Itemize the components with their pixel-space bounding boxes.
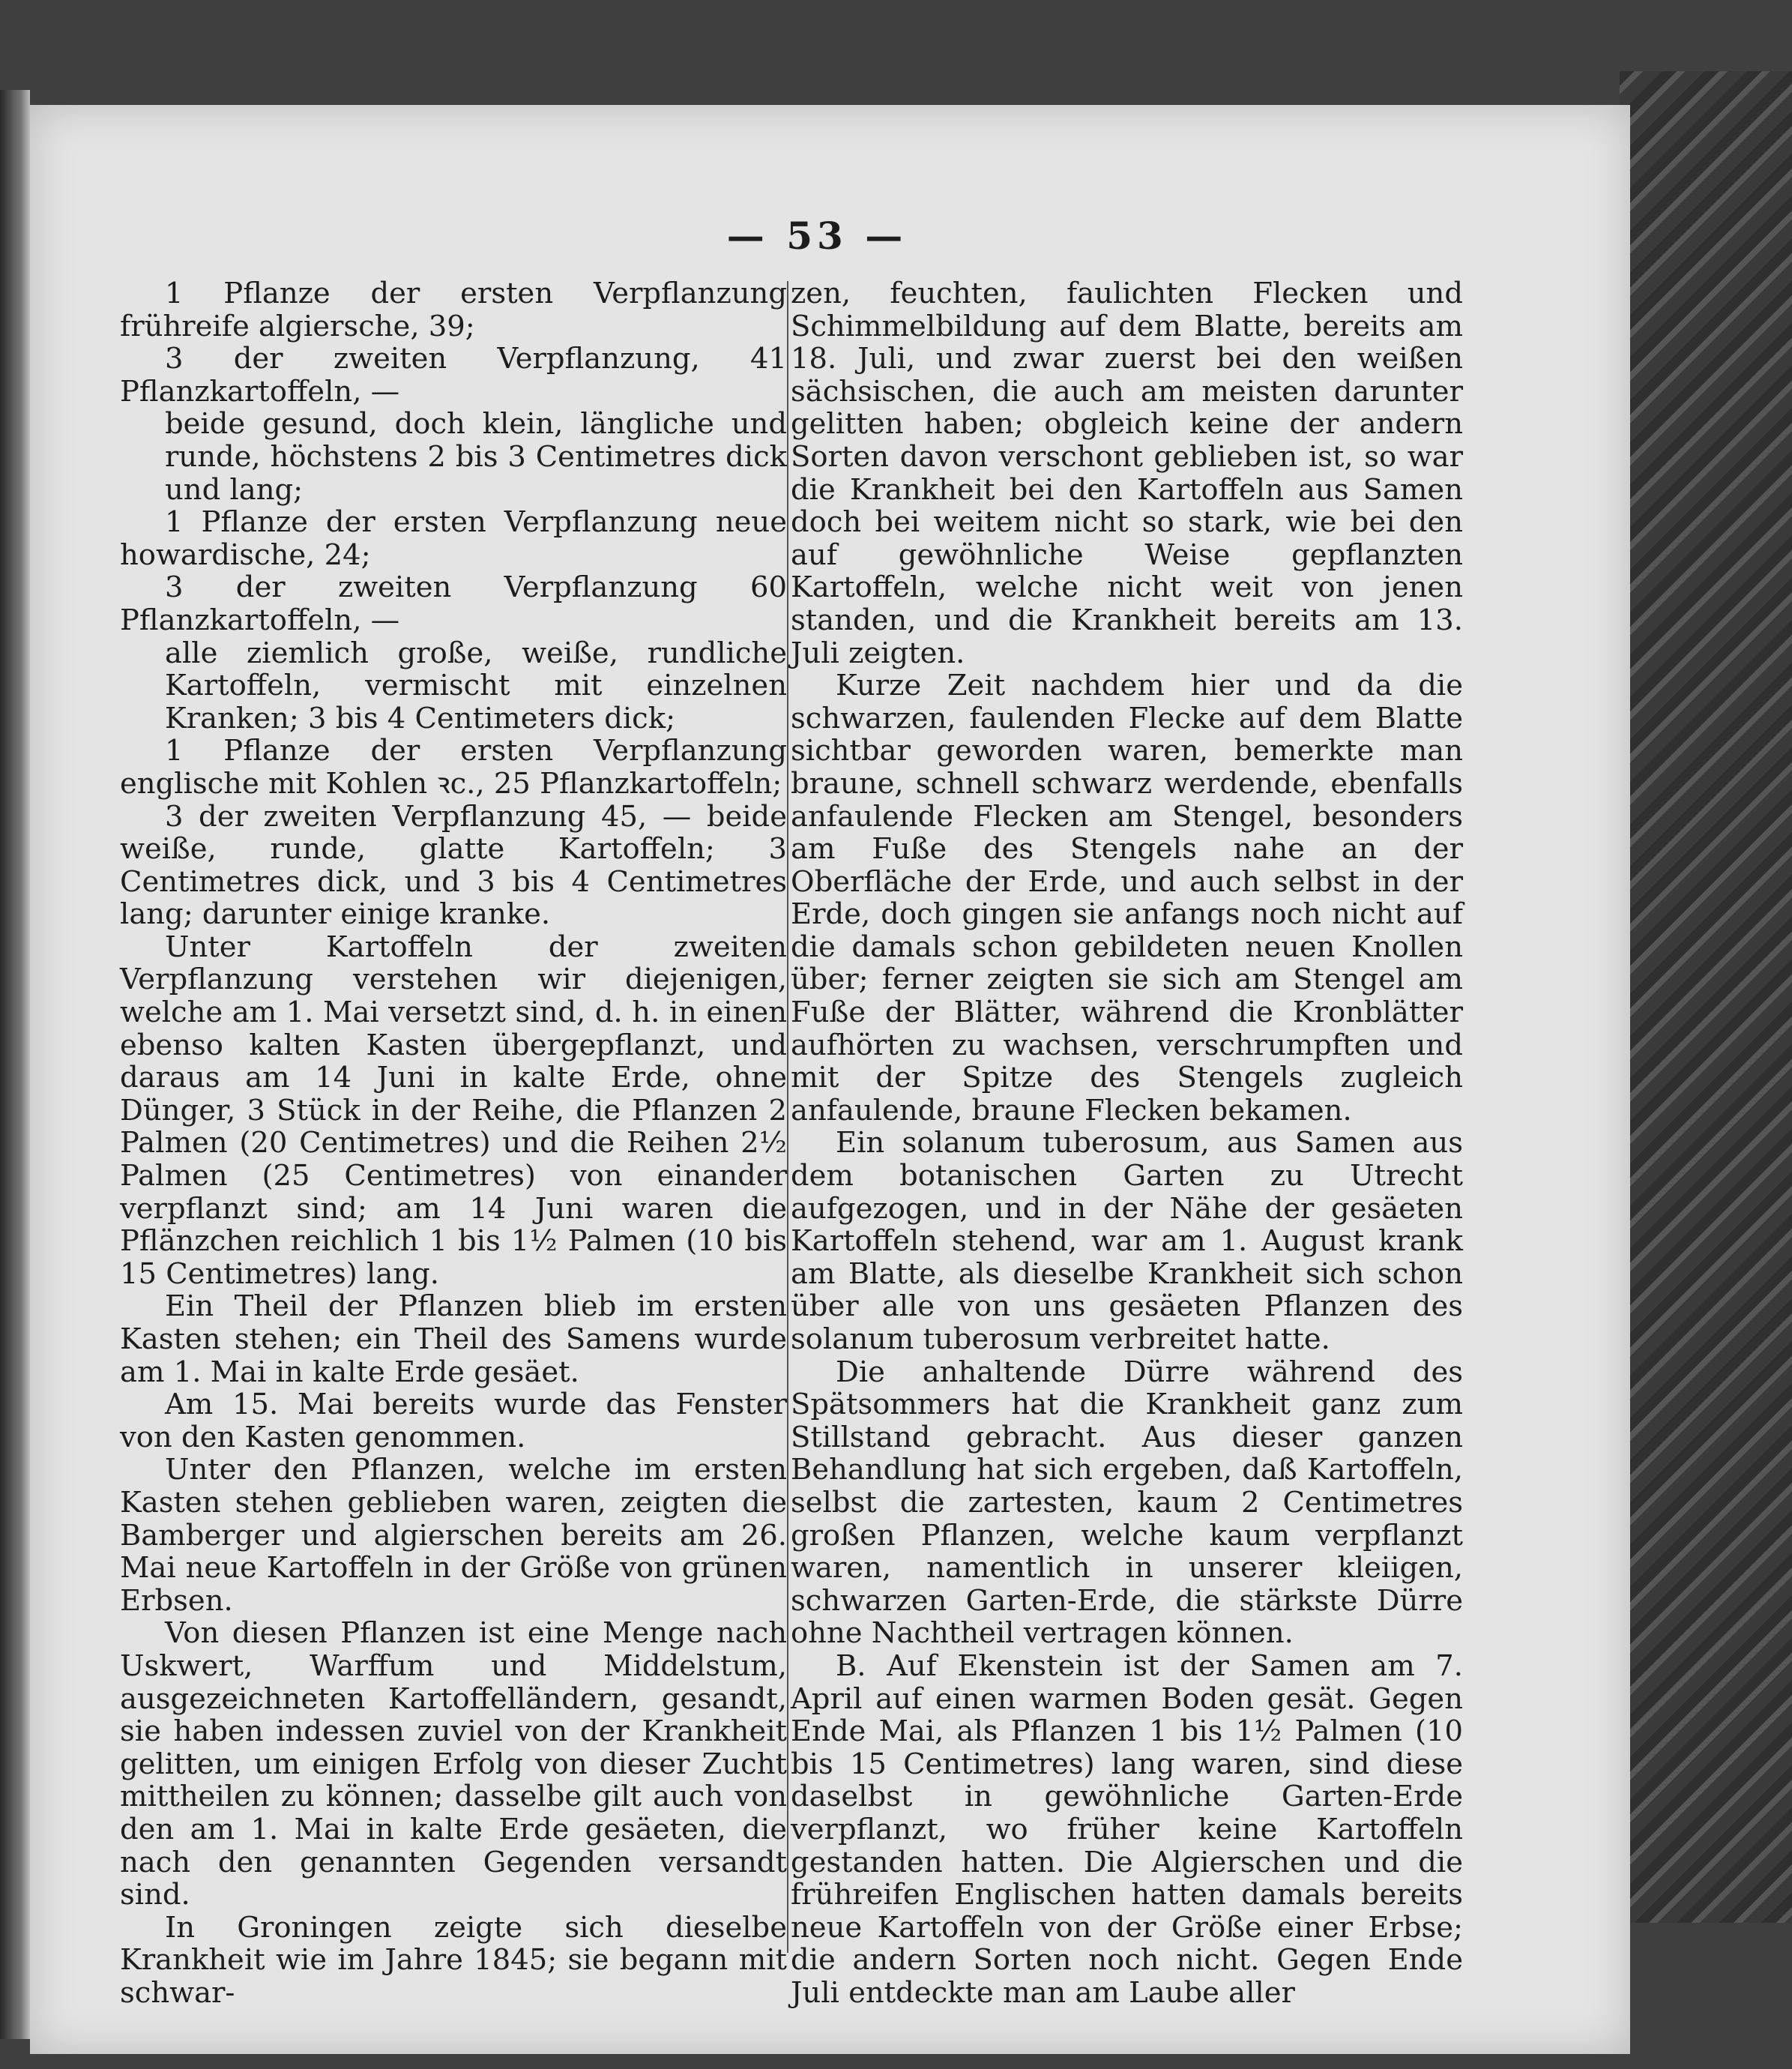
page-number: — 53 — [726, 214, 908, 258]
paragraph: alle ziemlich große, weiße, rundliche Kartoffeln, vermischt mit einzelnen Kranken; 3 bis 4 Centimeters dick; [165, 636, 787, 735]
paragraph: Die anhaltende Dürre während des Spätsommers hat die Krankheit ganz zum Stillstand gebracht. Aus dieser ganzen Behandlung hat sich ergeben, daß Kartoffeln, selbst die zartesten, kaum 2 Centimetres großen Pflanzen, welche kaum verpflanzt waren, namentlich in unserer kleiigen, schwarzen Garten-Erde, die stärkste Dürre ohne Nachtheil vertragen können. [791, 1355, 1463, 1651]
column-rule [787, 281, 788, 1953]
paragraph: B. Auf Ekenstein ist der Samen am 7. April auf einen warmen Boden gesät. Gegen Ende Mai, als Pflanzen 1 bis 1½ Palmen (10 bis 15 Centimetres) lang waren, sind diese daselbst in gewöhnliche Garten-Erde verpflanzt, wo früher keine Kartoffeln gestanden hatten. Die Algierschen und die frühreifen Englischen hatten damals bereits neue Kartoffeln von der Größe einer Erbse; die andern Sorten noch nicht. Gegen Ende Juli entdeckte man am Laube aller [791, 1648, 1463, 2010]
paragraph: 1 Pflanze der ersten Verpflanzung neue howardische, 24; [120, 505, 787, 572]
paragraph: zen, feuchten, faulichten Flecken und Schimmelbildung auf dem Blatte, bereits am 18. Juli, und zwar zuerst bei den weißen sächsischen, die auch am meisten darunter gelitten haben; obgleich keine der andern Sorten davon verschont geblieben ist, so war die Krankheit bei den Kartoffeln aus Samen doch bei weitem nicht so stark, wie bei den auf gewöhnliche Weise gepflanzten Kartoffeln, welche nicht weit von jenen standen, und die Krankheit bereits am 13. Juli zeigten. [791, 277, 1463, 670]
paragraph: In Groningen zeigte sich dieselbe Krankheit wie im Jahre 1845; sie begann mit schwar- [120, 1910, 787, 2010]
paragraph: Ein Theil der Pflanzen blieb im ersten Kasten stehen; ein Theil des Samens wurde am 1. Mai in kalte Erde gesäet. [120, 1289, 787, 1389]
book-page [30, 105, 1630, 2054]
paragraph: Ein solanum tuberosum, aus Samen aus dem botanischen Garten zu Utrecht aufgezogen, und in der Nähe der gesäeten Kartoffeln stehend, war am 1. August krank am Blatte, als dieselbe Krankheit sich schon über alle von uns gesäeten Pflanzen des solanum tuberosum verbreitet hatte. [791, 1126, 1463, 1356]
right-column [791, 277, 1463, 2009]
paragraph: Von diesen Pflanzen ist eine Menge nach Uskwert, Warffum und Middelstum, ausgezeichneten Kartoffelländern, gesandt, sie haben indessen zuviel von der Krankheit gelitten, um einigen Erfolg von dieser Zucht mittheilen zu können; dasselbe gilt auch von den am 1. Mai in kalte Erde gesäeten, die nach den genannten Gegenden versandt sind. [120, 1616, 787, 1912]
paragraph: 1 Pflanze der ersten Verpflanzung frühreife algiersche, 39; [120, 277, 787, 343]
paragraph: 3 der zweiten Verpflanzung, 41 Pflanzkartoffeln, — [120, 342, 787, 409]
paragraph: beide gesund, doch klein, längliche und runde, höchstens 2 bis 3 Centimetres dick und lang; [165, 407, 787, 507]
marbled-binding [1620, 71, 1792, 1923]
paragraph: 3 der zweiten Verpflanzung 45, — beide weiße, runde, glatte Kartoffeln; 3 Centimetres dick, und 3 bis 4 Centimetres lang; darunter einige kranke. [120, 799, 787, 932]
paragraph: Unter Kartoffeln der zweiten Verpflanzung verstehen wir diejenigen, welche am 1. Mai versetzt sind, d. h. in einen ebenso kalten Kasten übergepflanzt, und daraus am 14 Juni in kalte Erde, ohne Dünger, 3 Stück in der Reihe, die Pflanzen 2 Palmen (20 Centimetres) und die Reihen 2½ Palmen (25 Centimetres) von einander verpflanzt sind; am 14 Juni waren die Pflänzchen reichlich 1 bis 1½ Palmen (10 bis 15 Centimetres) lang. [120, 930, 787, 1291]
paragraph: 1 Pflanze der ersten Verpflanzung englische mit Kohlen ꝛc., 25 Pflanzkartoffeln; [120, 734, 787, 801]
facing-page-edge [0, 90, 30, 2039]
left-column [120, 277, 787, 2009]
paragraph: 3 der zweiten Verpflanzung 60 Pflanzkartoffeln, — [120, 570, 787, 637]
paragraph: Am 15. Mai bereits wurde das Fenster von den Kasten genommen. [120, 1388, 787, 1454]
paragraph: Kurze Zeit nachdem hier und da die schwarzen, faulenden Flecke auf dem Blatte sichtbar geworden waren, bemerkte man braune, schnell schwarz werdende, ebenfalls anfaulende Flecken am Stengel, besonders am Fuße des Stengels nahe an der Oberfläche der Erde, und auch selbst in der Erde, doch gingen sie anfangs noch nicht auf die damals schon gebildeten neuen Knollen über; ferner zeigten sie sich am Stengel am Fuße der Blätter, während die Kronblätter aufhörten zu wachsen, verschrumpften und mit der Spitze des Stengels zugleich anfaulende, braune Flecken bekamen. [791, 669, 1463, 1127]
paragraph: Unter den Pflanzen, welche im ersten Kasten stehen geblieben waren, zeigten die Bamberger und algierschen bereits am 26. Mai neue Kartoffeln in der Größe von grünen Erbsen. [120, 1453, 787, 1618]
